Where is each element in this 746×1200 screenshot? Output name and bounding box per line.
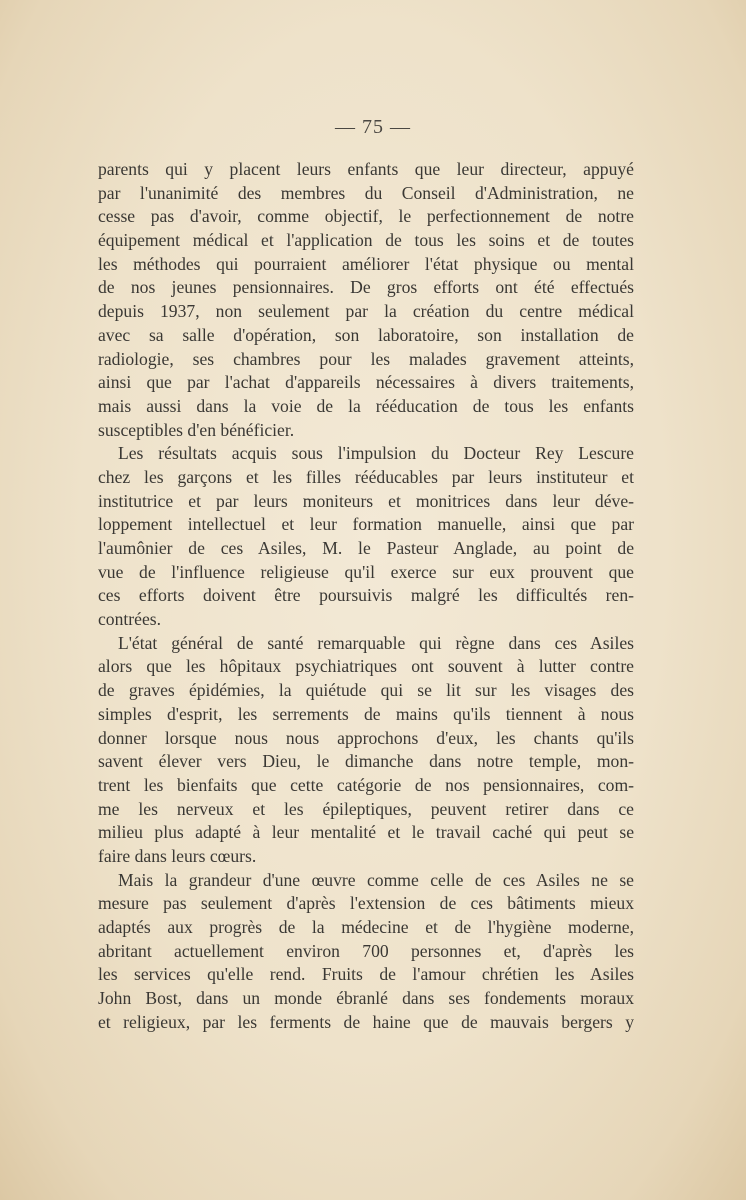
text-line: de graves épidémies, la quiétude qui se lit sur les visages des	[98, 680, 634, 701]
text-line: ces efforts doivent être poursuivis malgré les difficultés ren-	[98, 585, 634, 606]
text-line: John Bost, dans un monde ébranlé dans ses fondements moraux	[98, 988, 634, 1009]
text-line: les services qu'elle rend. Fruits de l'amour chrétien les Asiles	[98, 964, 634, 985]
text-line: trent les bienfaits que cette catégorie de nos pensionnaires, com-	[98, 774, 634, 795]
text-line: mesure pas seulement d'après l'extension de ces bâtiments mieux	[98, 893, 634, 914]
text-line: mais aussi dans la voie de la rééducation de tous les enfants	[98, 395, 634, 416]
text-line: de nos jeunes pensionnaires. De gros efforts ont été effectués	[98, 277, 634, 298]
text-line: adaptés aux progrès de la médecine et de l'hygiène moderne,	[98, 917, 634, 937]
body-text	[98, 158, 634, 1034]
page-number: — 75 —	[335, 116, 411, 138]
text-line: contrées.	[98, 609, 162, 630]
text-line: radiologie, ses chambres pour les malades gravement atteints,	[98, 348, 634, 369]
text-line: me les nerveux et les épileptiques, peuvent retirer dans ce	[98, 798, 634, 819]
text-line: cesse pas d'avoir, comme objectif, le perfectionnement de notre	[98, 206, 634, 227]
text-line: institutrice et par leurs moniteurs et monitrices dans leur déve-	[98, 490, 634, 511]
text-line: simples d'esprit, les serrements de mains qu'ils tiennent à nous	[98, 703, 634, 724]
text-line: les méthodes qui pourraient améliorer l'état physique ou mental	[98, 253, 634, 274]
text-line: parents qui y placent leurs enfants que leur directeur, appuyé	[98, 159, 634, 179]
text-line: avec sa salle d'opération, son laboratoire, son installation de	[98, 324, 634, 345]
text-line: L'état général de santé remarquable qui règne dans ces Asiles	[118, 632, 634, 653]
text-line: vue de l'influence religieuse qu'il exerce sur eux prouvent que	[98, 561, 634, 582]
text-line: depuis 1937, non seulement par la création du centre médical	[98, 301, 634, 322]
text-line: l'aumônier de ces Asiles, M. le Pasteur Anglade, au point de	[98, 538, 634, 558]
text-line: abritant actuellement environ 700 personnes et, d'après les	[98, 940, 634, 961]
text-line: chez les garçons et les filles rééducables par leurs instituteur et	[98, 466, 634, 487]
text-line: et religieux, par les ferments de haine que de mauvais bergers y	[98, 1011, 634, 1032]
text-line: ainsi que par l'achat d'appareils nécessaires à divers traitements,	[98, 372, 634, 393]
text-line: alors que les hôpitaux psychiatriques ont souvent à lutter contre	[98, 656, 634, 677]
text-line: par l'unanimité des membres du Conseil d'Administration, ne	[98, 182, 634, 203]
text-line: loppement intellectuel et leur formation manuelle, ainsi que par	[98, 514, 634, 535]
paragraph	[98, 869, 634, 1035]
paragraph	[98, 442, 634, 632]
text-line: susceptibles d'en bénéficier.	[98, 419, 295, 440]
paragraph	[98, 158, 634, 442]
text-line: équipement médical et l'application de tous les soins et de toutes	[98, 230, 634, 251]
text-line: Mais la grandeur d'une œuvre comme celle de ces Asiles ne se	[118, 869, 634, 890]
text-line: milieu plus adapté à leur mentalité et le travail caché qui peut se	[98, 822, 634, 843]
paragraph	[98, 632, 634, 869]
text-line: faire dans leurs cœurs.	[98, 845, 257, 866]
text-line: donner lorsque nous nous approchons d'eux, les chants qu'ils	[98, 727, 634, 748]
text-line: Les résultats acquis sous l'impulsion du Docteur Rey Lescure	[118, 443, 634, 464]
text-line: savent élever vers Dieu, le dimanche dans notre temple, mon-	[98, 751, 634, 772]
